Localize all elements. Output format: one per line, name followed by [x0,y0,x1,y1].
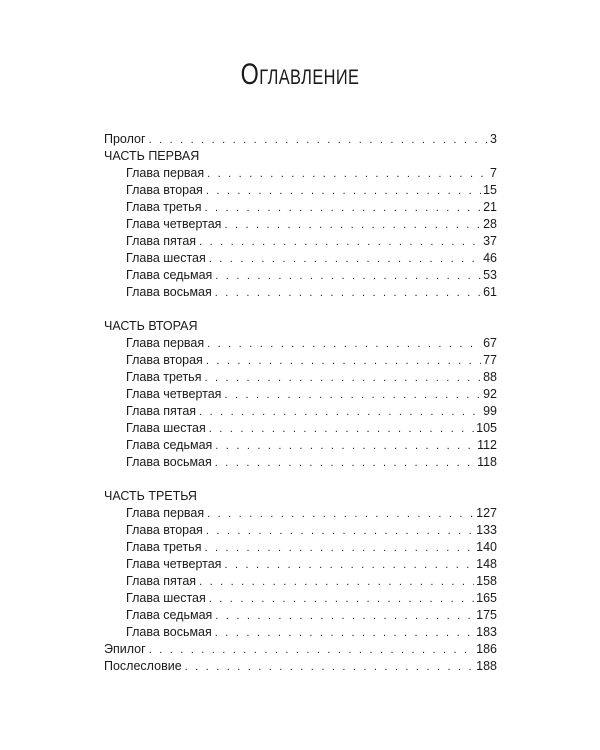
toc-entry[interactable] [104,590,497,607]
dot-leader [204,370,481,387]
dot-leader [199,234,481,251]
toc-entry-page: 28 [483,217,497,231]
toc-entry[interactable] [104,284,497,301]
part-heading: ЧАСТЬ ТРЕТЬЯ [104,489,197,503]
toc-entry[interactable] [104,454,497,471]
toc-entry[interactable] [104,607,497,624]
toc-entry-page: 105 [476,421,497,435]
toc-entry-page: 77 [483,353,497,367]
toc-entry-afterword[interactable] [104,658,497,675]
toc-entry-label: Глава первая [126,166,205,180]
dot-leader [149,642,474,659]
toc-entry-page: 46 [483,251,497,265]
dot-leader [215,285,481,302]
toc-entry-page: 127 [476,506,497,520]
toc-entry-label: Глава восьмая [126,625,212,639]
toc-entry-page: 21 [483,200,497,214]
dot-leader [209,251,481,268]
toc-entry-label: Глава седьмая [126,608,213,622]
toc-entry[interactable] [104,522,497,539]
dot-leader [215,455,475,472]
dot-leader [185,659,474,676]
toc-entry[interactable] [104,539,497,556]
toc-entry-page: 99 [483,404,497,418]
toc-entry[interactable] [104,624,497,641]
toc-entry-label: Глава седьмая [126,438,213,452]
toc-entry-label: Эпилог [104,642,146,656]
toc-entry-page: 175 [476,608,497,622]
toc-entry-page: 7 [490,166,497,180]
part-heading: ЧАСТЬ ВТОРАЯ [104,319,198,333]
toc-entry-label: Глава вторая [126,183,203,197]
dot-leader [224,217,481,234]
toc-entry-page: 15 [483,183,497,197]
toc-entry-page: 92 [483,387,497,401]
toc-entry[interactable] [104,403,497,420]
toc-entry-label: Глава третья [126,370,202,384]
dot-leader [207,336,481,353]
toc-entry-label: Глава шестая [126,421,206,435]
toc-entry-page: 183 [476,625,497,639]
dot-leader [215,625,474,642]
toc-entry[interactable] [104,335,497,352]
toc-entry[interactable] [104,182,497,199]
dot-leader [199,574,474,591]
toc-entry-page: 188 [476,659,497,673]
toc-entry[interactable] [104,233,497,250]
toc-entry[interactable] [104,250,497,267]
part-heading: ЧАСТЬ ПЕРВАЯ [104,149,200,163]
dot-leader [206,523,474,540]
dot-leader [215,268,481,285]
toc-entry[interactable] [104,505,497,522]
dot-leader [207,506,474,523]
dot-leader [204,540,474,557]
dot-leader [207,166,488,183]
toc-entry-page: 3 [490,132,497,146]
toc-entry-label: Глава первая [126,506,205,520]
toc-entry-page: 67 [483,336,497,350]
section-gap [104,471,497,488]
dot-leader [204,200,481,217]
toc-entry-prologue[interactable] [104,131,497,148]
toc-entry-page: 88 [483,370,497,384]
toc-entry[interactable] [104,437,497,454]
toc-entry-label: Глава пятая [126,404,197,418]
toc-entry[interactable] [104,352,497,369]
toc-entry-label: Глава седьмая [126,268,213,282]
toc-entry-label: Глава четвертая [126,217,222,231]
toc-entry[interactable] [104,199,497,216]
toc-entry-label: Глава четвертая [126,557,222,571]
toc-entry-page: 53 [483,268,497,282]
toc-entry-page: 118 [477,455,497,469]
toc-entry-page: 148 [476,557,497,571]
toc-entry[interactable] [104,165,497,182]
dot-leader [206,353,481,370]
toc-entry-label: Глава пятая [126,574,197,588]
toc-entry-page: 158 [476,574,497,588]
toc-entry-label: Пролог [104,132,146,146]
dot-leader [149,132,488,149]
dot-leader [224,387,481,404]
toc-entry-label: Глава восьмая [126,455,212,469]
dot-leader [209,591,474,608]
toc-entry-label: Глава вторая [126,523,203,537]
dot-leader [224,557,474,574]
toc-entry-label: Глава третья [126,540,202,554]
dot-leader [215,608,474,625]
toc-entry[interactable] [104,556,497,573]
toc-entry-page: 165 [476,591,497,605]
toc-entry-label: Глава пятая [126,234,197,248]
toc-entry[interactable] [104,386,497,403]
dot-leader [206,183,481,200]
toc-entry-label: Глава шестая [126,251,206,265]
toc-entry-label: Глава вторая [126,353,203,367]
dot-leader [215,438,475,455]
page-title: Оглавление [240,58,360,91]
toc-entry[interactable] [104,420,497,437]
section-gap [104,301,497,318]
toc-entry-page: 133 [476,523,497,537]
toc-entry-page: 186 [476,642,497,656]
toc-entry[interactable] [104,216,497,233]
toc-entry[interactable] [104,267,497,284]
toc-entry-page: 37 [483,234,497,248]
toc-entry-label: Послесловие [104,659,182,673]
dot-leader [199,404,481,421]
toc-entry-page: 140 [476,540,497,554]
toc-entry-label: Глава третья [126,200,202,214]
toc-entry-label: Глава четвертая [126,387,222,401]
dot-leader [209,421,474,438]
toc-entry-label: Глава первая [126,336,205,350]
toc-entry-page: 61 [483,285,497,299]
toc-entry-page: 112 [477,438,497,452]
toc-entry[interactable] [104,369,497,386]
table-of-contents [104,131,497,675]
toc-entry-label: Глава шестая [126,591,206,605]
toc-entry[interactable] [104,573,497,590]
toc-entry-label: Глава восьмая [126,285,212,299]
toc-entry-epilogue[interactable] [104,641,497,658]
